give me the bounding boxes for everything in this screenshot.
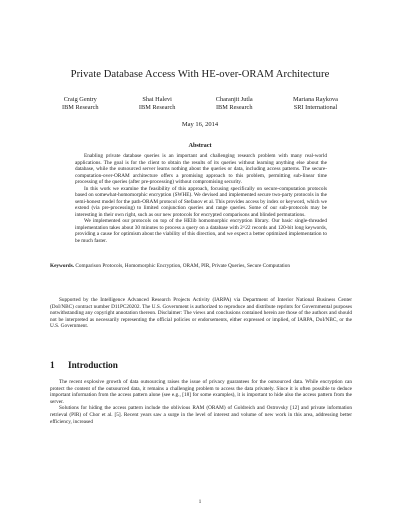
author-name: Charanjit Jutla bbox=[215, 96, 253, 103]
page-number: 1 bbox=[198, 499, 202, 505]
author-name: Craig Gentry bbox=[63, 96, 97, 103]
author bbox=[216, 96, 253, 112]
author bbox=[139, 96, 176, 112]
abstract bbox=[75, 153, 327, 244]
abstract-paragraph: We implemented our protocols on top of the HElib homomorphic encryption library. Our basic single-threaded implementation takes about 30 minutes to process a query on a database with 2^22 records and 120-bit long keywords, providing a cause for optimism about the viability of this direction, and we expect a better optimized implementation to be much faster. bbox=[75, 218, 327, 244]
author bbox=[293, 96, 338, 112]
author bbox=[62, 96, 99, 112]
section-number: 1 bbox=[50, 360, 55, 370]
introduction-body bbox=[50, 379, 352, 425]
funding-note: Supported by the Intelligence Advanced Research Projects Activity (IARPA) via Department of Interior National Business Center (DoI/NBC) contract number D11PC20202. The U.S. Government is authorized to reproduce and distribute reprints for Governmental purposes notwithstanding any copyright annotation thereon. Disclaimer: The views and conclusions contained herein are those of the authors and should not be interpreted as necessarily representing the official policies or endorsements, either expressed or implied, of IARPA, DoI/NBC, or the U.S. Government. bbox=[50, 297, 352, 330]
author-name: Shai Halevi bbox=[142, 96, 172, 103]
body-paragraph: Solutions for hiding the access pattern include the oblivious RAM (ORAM) of Goldreich and Ostrovsky [12] and private information retrieval (PIR) of Chor et al. [5]. Recent years saw a surge in the level of interest and volume of new work in this area, addressing better efficiency, increased bbox=[50, 405, 352, 425]
abstract-heading: Abstract bbox=[188, 142, 212, 149]
paper-date: May 16, 2014 bbox=[181, 121, 219, 128]
section-heading bbox=[50, 360, 118, 370]
keywords-label: Keywords. bbox=[50, 263, 75, 269]
body-paragraph: The recent explosive growth of data outsourcing raises the issue of privacy guarantees for the outsourced data. While encryption can protect the content of the outsourced data, it remains a challenging problem to access the data privately. Since it is often possible to deduce important information from the access pattern alone (see e.g., [18] for some examples), it is important to hide also the access pattern from the server. bbox=[50, 379, 352, 405]
author-affiliation: SRI International bbox=[293, 104, 338, 111]
author-affiliation: IBM Research bbox=[62, 104, 99, 111]
keywords-text: Comparison Protocols, Homomorphic Encryption, ORAM, PIR, Private Queries, Secure Computation bbox=[75, 263, 291, 269]
abstract-paragraph: In this work we examine the feasibility of this approach, focusing specifically on secure-computation protocols based on somewhat-homomorphic encryption (SWHE). We devised and implemented secure two-party protocols in the semi-honest model for the path-ORAM protocol of Stefanov et al. This provides access by index or keyword, which we extend (via pre-processing) to limited conjunction queries and range queries. Some of our sub-protocols may be interesting in their own right, such as our new protocols for encrypted comparisons and blinded permutations. bbox=[75, 185, 327, 218]
author-name: Mariana Raykova bbox=[293, 96, 338, 103]
keywords bbox=[50, 263, 352, 270]
abstract-paragraph: Enabling private database queries is an important and challenging research problem with many real-world applications. The goal is for the client to obtain the results of its queries without learning anything else about the database, while the outsourced server learns nothing about the queries or data, including access patterns. The secure-computation-over-ORAM architecture offers a promising approach to this problem, permitting sub-linear time processing of the queries (after pre-processing) without compromising security. bbox=[75, 153, 327, 185]
author-list bbox=[62, 96, 338, 112]
author-affiliation: IBM Research bbox=[215, 104, 253, 111]
author-affiliation: IBM Research bbox=[138, 104, 176, 111]
section-title: Introduction bbox=[68, 360, 118, 370]
paper-title: Private Database Access With HE-over-ORAM Architecture bbox=[70, 69, 330, 80]
